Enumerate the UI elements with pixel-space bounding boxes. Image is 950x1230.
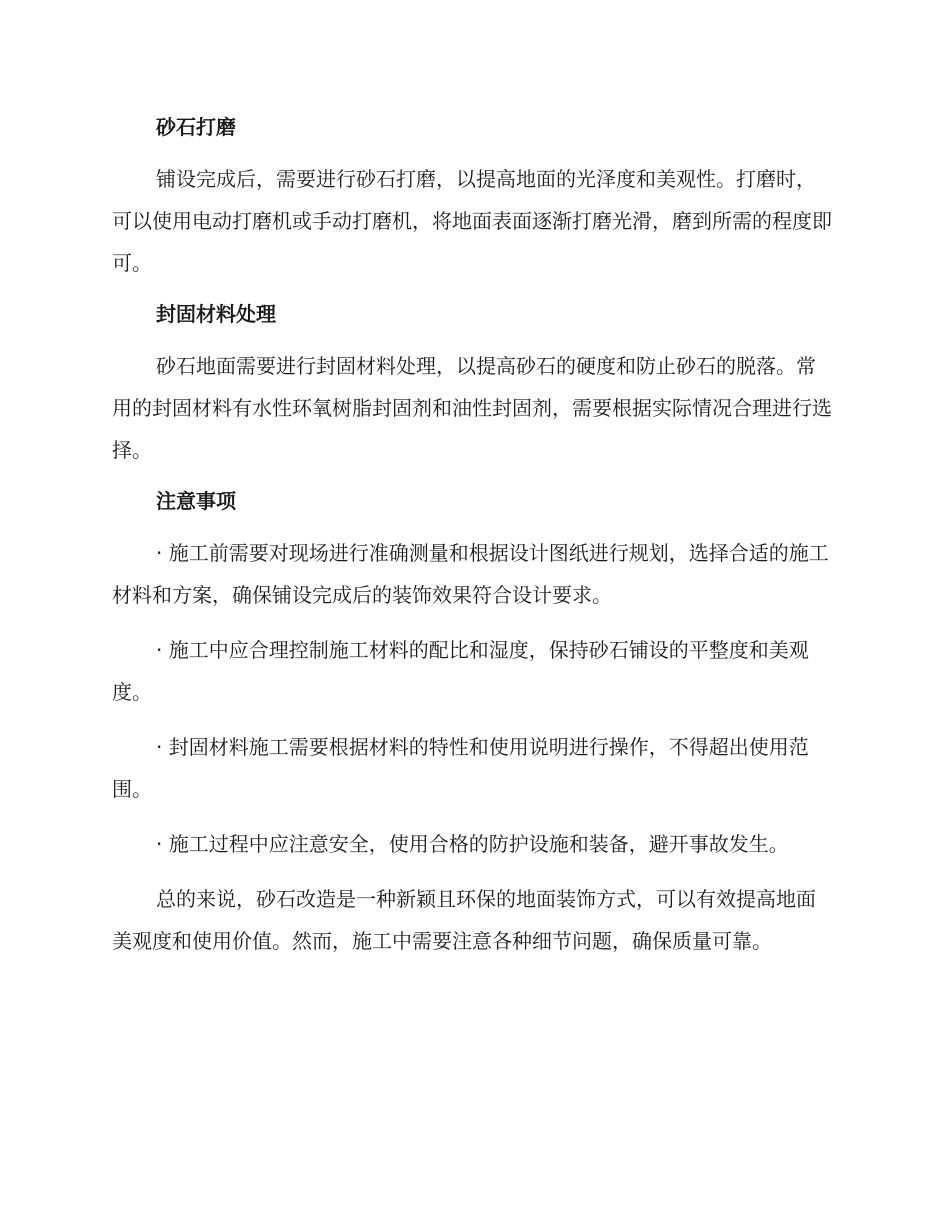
bullet-paragraph: · 施工前需要对现场进行准确测量和根据设计图纸进行规划，选择合适的施工材料和方案，确保铺设完成后的装饰效果符合设计要求。 (112, 541, 829, 607)
paragraph: 砂石地面需要进行封固材料处理，以提高砂石的硬度和防止砂石的脱落。常用的封固材料有水性环氧树脂封固剂和油性封固剂，需要根据实际情况合理进行选择。 (112, 354, 832, 462)
section-sanding (112, 110, 832, 284)
section-precautions (112, 484, 832, 962)
section-heading: 封固材料处理 (156, 302, 276, 326)
section-heading: 砂石打磨 (156, 115, 236, 139)
section-heading: 注意事项 (156, 489, 236, 513)
bullet-paragraph: · 封固材料施工需要根据材料的特性和使用说明进行操作，不得超出使用范围。 (112, 735, 809, 801)
bullet-paragraph: · 施工过程中应注意安全，使用合格的防护设施和装备，避开事故发生。 (156, 832, 789, 856)
bullet-paragraph: · 施工中应合理控制施工材料的配比和湿度，保持砂石铺设的平整度和美观度。 (112, 638, 809, 704)
summary-paragraph: 总的来说，砂石改造是一种新颖且环保的地面装饰方式，可以有效提高地面美观度和使用价值。然而，施工中需要注意各种细节问题，确保质量可靠。 (112, 887, 816, 953)
paragraph: 铺设完成后，需要进行砂石打磨，以提高地面的光泽度和美观性。打磨时，可以使用电动打磨机或手动打磨机，将地面表面逐渐打磨光滑，磨到所需的程度即可。 (112, 167, 832, 275)
document-page (112, 110, 832, 975)
section-sealing (112, 297, 832, 471)
